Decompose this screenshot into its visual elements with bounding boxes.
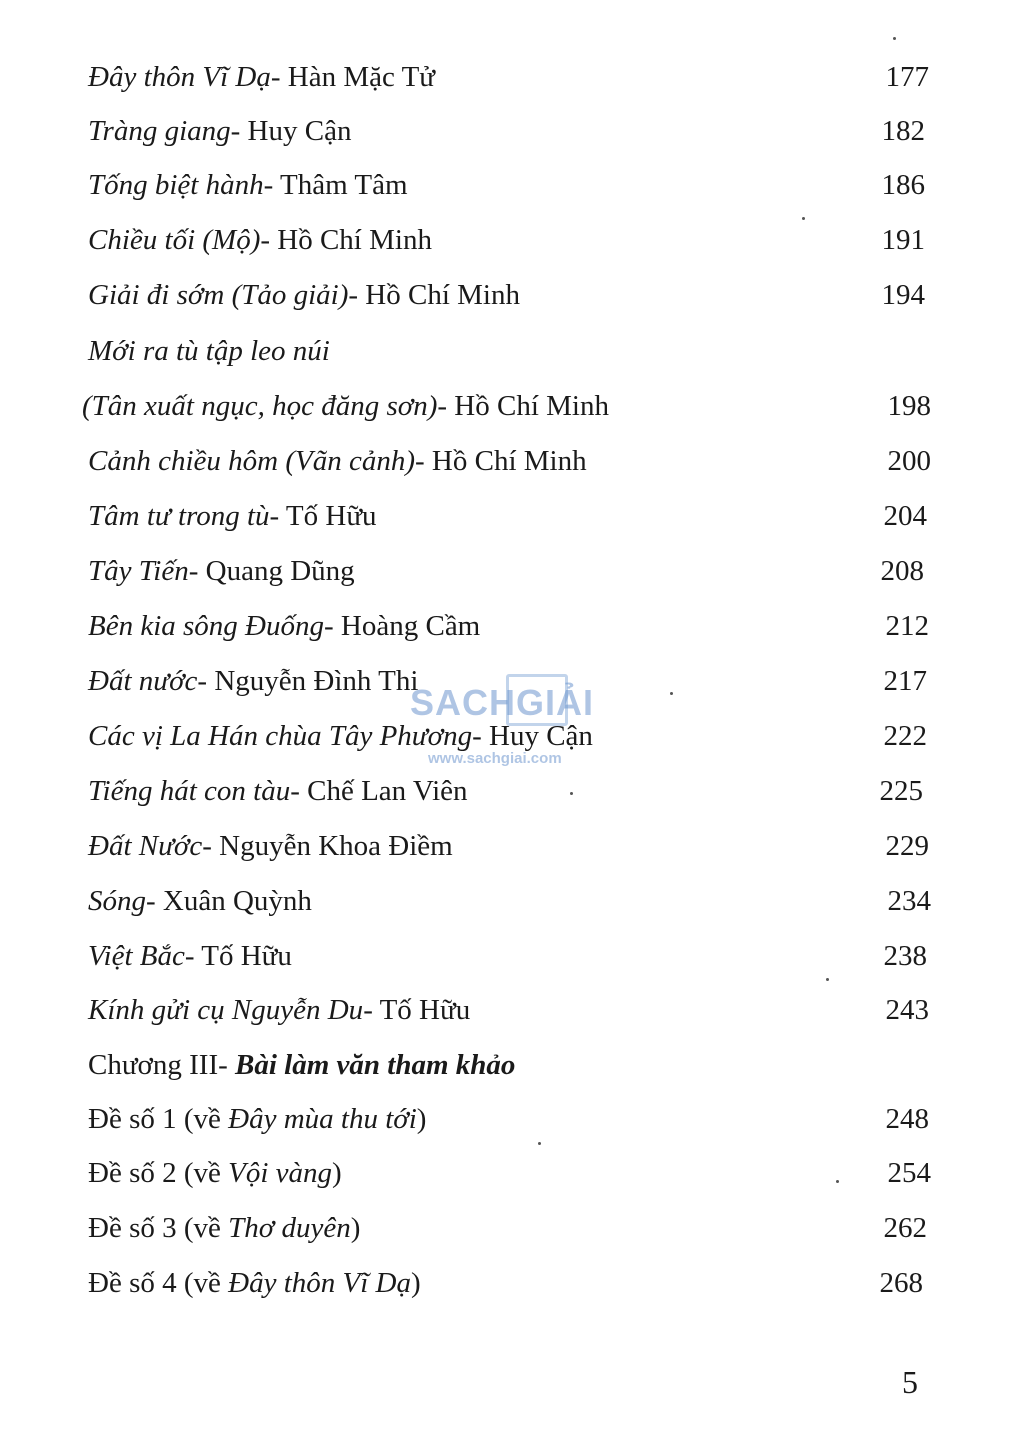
toc-page-number: 254 — [887, 1157, 931, 1189]
toc-entry — [0, 879, 1024, 923]
toc-page-number: 200 — [887, 445, 931, 477]
toc-page-number: 217 — [883, 665, 927, 697]
work-title: Mới ra tù tập leo núi — [88, 335, 330, 367]
toc-page-number: 243 — [885, 994, 929, 1026]
watermark-brand: SACHGIẢI — [410, 682, 595, 723]
author: - Huy Cận — [230, 115, 352, 147]
toc-entry-title — [88, 1151, 342, 1195]
essay-prefix: Đề số 4 (về — [88, 1267, 229, 1299]
toc-entry — [0, 604, 1024, 648]
toc-entry-title — [88, 273, 520, 317]
scan-speck — [826, 978, 829, 981]
toc-entry-title — [88, 604, 480, 648]
toc-entry — [0, 659, 1024, 703]
chapter-heading — [0, 1043, 1024, 1087]
author: - Nguyễn Đình Thi — [197, 665, 419, 697]
toc-page-number: 268 — [879, 1267, 923, 1299]
work-title: Đây mùa thu tới — [228, 1103, 417, 1135]
toc-page-number: 177 — [885, 61, 929, 93]
toc-entry — [0, 109, 1024, 153]
work-title: Đất Nước — [88, 830, 203, 862]
toc-entry-title — [88, 659, 418, 703]
toc-page-number: 204 — [883, 500, 927, 532]
work-title: Tống biệt hành — [88, 169, 264, 201]
author: - Nguyễn Khoa Điềm — [202, 830, 453, 862]
work-title: Tây Tiến — [88, 555, 189, 587]
essay-prefix: Đề số 2 (về — [88, 1157, 229, 1189]
toc-entry-title — [88, 329, 330, 373]
scan-speck — [538, 1142, 541, 1145]
work-title: Việt Bắc — [88, 940, 185, 972]
chapter-name: Bài làm văn tham khảo — [235, 1049, 516, 1081]
scan-speck — [836, 1180, 839, 1183]
work-title: Bên kia sông Đuống — [88, 610, 324, 642]
toc-entry — [0, 494, 1024, 538]
scan-speck — [670, 692, 673, 695]
watermark-url: www.sachgiai.com — [428, 750, 562, 767]
toc-page-number: 225 — [879, 775, 923, 807]
scan-speck — [570, 792, 573, 795]
toc-entry-title — [88, 988, 470, 1032]
essay-suffix: ) — [416, 1103, 427, 1135]
work-title: Đây thôn Vĩ Dạ — [88, 61, 271, 93]
essay-prefix: Đề số 1 (về — [88, 1103, 229, 1135]
toc-entry-title — [88, 1261, 421, 1305]
work-title: Các vị La Hán chùa Tây Phương — [88, 720, 473, 752]
work-title: Tràng giang — [88, 115, 231, 147]
author: - Hàn Mặc Tử — [270, 61, 436, 93]
work-title: Vội vàng — [228, 1157, 333, 1189]
essay-suffix: ) — [410, 1267, 421, 1299]
toc-page-number: 238 — [883, 940, 927, 972]
author: - Hồ Chí Minh — [348, 279, 520, 311]
author: - Tố Hữu — [269, 500, 377, 532]
toc-entry-title — [88, 494, 377, 538]
toc-entry-title — [88, 1097, 426, 1141]
work-title: Đất nước — [88, 665, 198, 697]
toc-entry — [0, 549, 1024, 593]
toc-page-number: 229 — [885, 830, 929, 862]
toc-entry — [0, 163, 1024, 207]
scan-speck — [802, 217, 805, 220]
author: - Tố Hữu — [184, 940, 292, 972]
toc-page-number: 186 — [881, 169, 925, 201]
author: - Hồ Chí Minh — [437, 390, 609, 422]
author: - Quang Dũng — [188, 555, 355, 587]
scan-speck — [893, 37, 896, 40]
toc-page-number: 198 — [887, 390, 931, 422]
toc-entry-title — [88, 218, 432, 262]
toc-entry-title — [88, 714, 593, 758]
toc-entry — [0, 988, 1024, 1032]
toc-entry — [0, 1206, 1024, 1250]
toc-entry — [0, 329, 1024, 373]
work-title: (Tân xuất ngục, học đăng sơn) — [82, 390, 438, 422]
page-number: 5 — [902, 1364, 918, 1400]
author: - Hoàng Cầm — [324, 610, 481, 642]
chapter-title — [88, 1043, 515, 1087]
work-title: Giải đi sớm (Tảo giải) — [88, 279, 349, 311]
toc-page-number: 234 — [887, 885, 931, 917]
toc-entry — [0, 714, 1024, 758]
toc-page-number: 191 — [881, 224, 925, 256]
toc-entry — [0, 55, 1024, 99]
author: - Thâm Tâm — [263, 169, 408, 201]
toc-entry — [0, 439, 1024, 483]
toc-entry-title — [88, 824, 453, 868]
toc-entry-title — [88, 163, 408, 207]
toc-entry-title — [88, 1206, 360, 1250]
toc-entry-title — [88, 549, 355, 593]
chapter-prefix: Chương III- — [88, 1049, 236, 1081]
work-title: Đây thôn Vĩ Dạ — [228, 1267, 411, 1299]
work-title: Sóng — [88, 885, 146, 917]
essay-prefix: Đề số 3 (về — [88, 1212, 229, 1244]
author: - Hồ Chí Minh — [260, 224, 432, 256]
toc-page-number: 194 — [881, 279, 925, 311]
toc-page-number: 212 — [885, 610, 929, 642]
toc-entry-title — [82, 384, 609, 428]
toc-entry-title — [88, 55, 435, 99]
toc-entry — [0, 1261, 1024, 1305]
toc-entry — [0, 1097, 1024, 1141]
author: - Huy Cận — [472, 720, 593, 752]
toc-page-number: 248 — [885, 1103, 929, 1135]
toc-entry — [0, 1151, 1024, 1195]
toc-entry-title — [88, 439, 587, 483]
toc-page-number: 208 — [880, 555, 924, 587]
author: - Tố Hữu — [363, 994, 471, 1026]
work-title: Chiều tối (Mộ) — [88, 224, 261, 256]
author: - Xuân Quỳnh — [146, 885, 312, 917]
toc-entry — [0, 218, 1024, 262]
toc-entry-title — [88, 769, 468, 813]
author: - Hồ Chí Minh — [415, 445, 587, 477]
essay-suffix: ) — [350, 1212, 361, 1244]
toc-entry-title — [88, 879, 312, 923]
toc-entry — [0, 384, 1024, 428]
toc-entry-title — [88, 109, 351, 153]
toc-entry-title — [88, 934, 292, 978]
toc-entry — [0, 934, 1024, 978]
toc-entry — [0, 769, 1024, 813]
work-title: Kính gửi cụ Nguyễn Du — [88, 994, 364, 1026]
toc-page-number: 222 — [883, 720, 927, 752]
author: - Chế Lan Viên — [290, 775, 468, 807]
toc-page-number: 262 — [883, 1212, 927, 1244]
toc-page-number: 182 — [881, 115, 925, 147]
essay-suffix: ) — [332, 1157, 342, 1189]
work-title: Tiếng hát con tàu — [88, 775, 291, 807]
work-title: Tâm tư trong tù — [88, 500, 270, 532]
toc-entry — [0, 824, 1024, 868]
work-title: Thơ duyên — [228, 1212, 351, 1244]
toc-entry — [0, 273, 1024, 317]
work-title: Cảnh chiều hôm (Vãn cảnh) — [88, 445, 415, 477]
